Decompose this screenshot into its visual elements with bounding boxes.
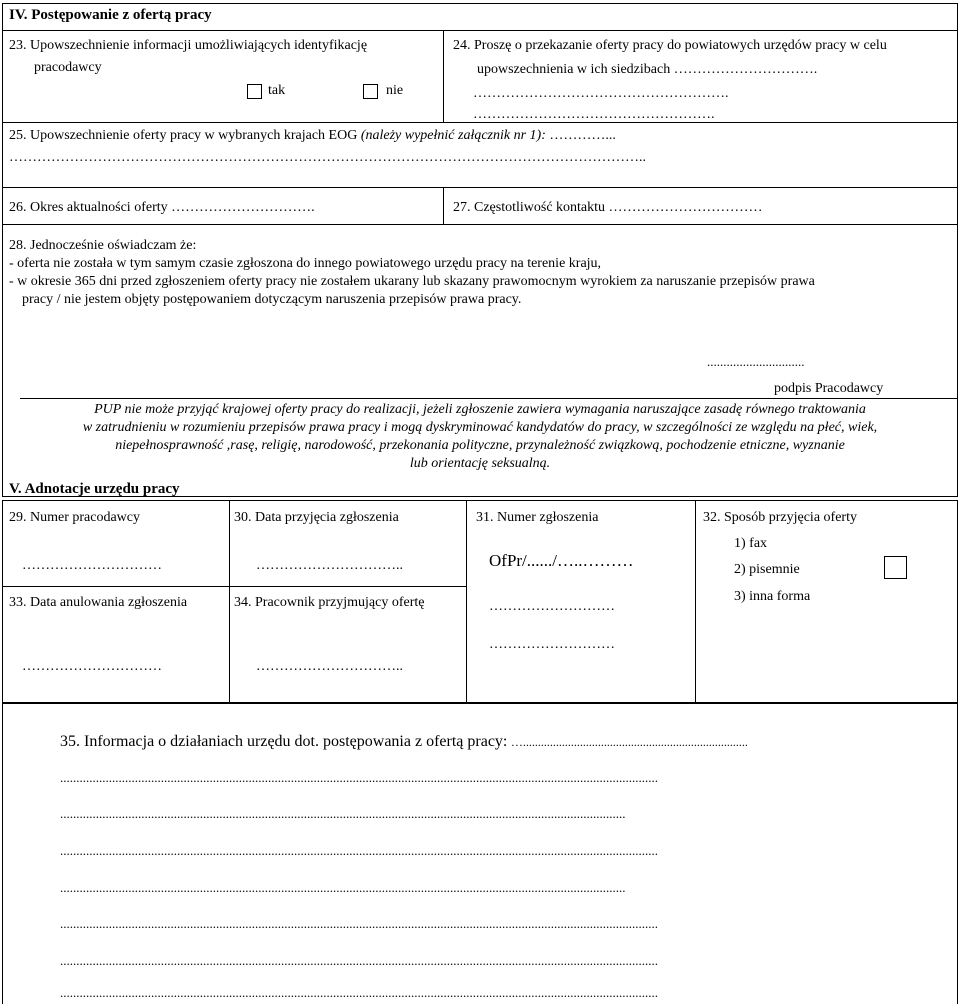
col-divider-3 [695, 500, 696, 703]
field-27-label: 27. Częstotliwość kontaktu [453, 200, 606, 215]
field-27 [453, 200, 763, 216]
field-32-option-fax: 1) fax [734, 536, 768, 551]
section-iv-title: IV. Postępowanie z ofertą pracy [9, 7, 212, 23]
field-25-dots[interactable]: …………... [549, 128, 616, 143]
field-35-line-7[interactable]: ........................................................................................................................................................................................ [60, 985, 658, 1000]
col-divider-23-24 [443, 30, 444, 122]
field-34-label: 34. Pracownik przyjmujący ofertę [234, 595, 425, 610]
field-35-line-1[interactable]: ........................................................................................................................................................................................ [60, 770, 658, 785]
field-35-line-5[interactable]: ........................................................................................................................................................................................ [60, 916, 658, 931]
field-29-dots[interactable]: ………………………… [22, 558, 162, 573]
field-28-heading: 28. Jednocześnie oświadczam że: [9, 238, 197, 253]
field-25-label [9, 128, 616, 144]
field-28-line-1: - oferta nie została w tym samym czasie zgłoszona do innego powiatowego urzędu pracy na terenie kraju, [9, 256, 602, 271]
checkbox-no-label: nie [386, 83, 404, 98]
col-divider-2 [466, 500, 467, 703]
field-35-line-6[interactable]: ........................................................................................................................................................................................ [60, 953, 658, 968]
section-v-title: V. Adnotacje urzędu pracy [9, 481, 180, 497]
field-35-label: 35. Informacja o działaniach urzędu dot. postępowania z ofertą pracy: [60, 733, 508, 750]
field-35-line-2[interactable]: .............................................................................................................................................................................. [60, 806, 626, 821]
signature-dots[interactable]: .............................. [707, 354, 805, 369]
col-divider-26-27 [443, 187, 444, 224]
notice-line-1: PUP nie może przyjąć krajowej oferty pracy do realizacji, jeżeli zgłoszenie zawiera wymagania naruszające zasadę równego traktowania [94, 402, 866, 417]
field-35-line-3[interactable]: ........................................................................................................................................................................................ [60, 843, 658, 858]
field-26-dots[interactable]: …………………………. [171, 200, 315, 215]
field-30-dots[interactable]: ………………………….. [256, 558, 403, 573]
divider-after-27 [2, 224, 958, 225]
signature-underline [20, 398, 958, 399]
field-32-checkbox[interactable] [884, 556, 907, 579]
field-31-ofpr[interactable]: OfPr/....../…..……… [489, 551, 634, 570]
field-31-label: 31. Numer zgłoszenia [476, 510, 599, 525]
field-27-dots[interactable]: …………………………… [608, 200, 763, 215]
divider-after-25 [2, 187, 958, 188]
header-divider [2, 30, 958, 31]
notice-line-3: niepełnosprawność ,rasę, religię, narodowość, przekonania polityczne, przynależność związkową, pochodzenie etniczne, wyznanie [115, 438, 845, 453]
field-24-dots-2[interactable]: ……………………………………………. [473, 107, 715, 122]
field-31-dots-2[interactable]: ……………………… [489, 637, 615, 652]
field-32-option-other: 3) inna forma [734, 589, 811, 604]
field-24-dots-1[interactable]: ………………………………………………. [473, 86, 729, 101]
field-25-hint: (należy wypełnić załącznik nr 1): [360, 128, 546, 143]
field-23-label-2: pracodawcy [34, 60, 102, 75]
field-35 [60, 733, 748, 751]
field-24-label-2: upowszechnienia w ich siedzibach …………………………. [477, 62, 818, 77]
notice-line-2: w zatrudnieniu w rozumieniu przepisów prawa pracy i mogą dyskryminować kandydatów do pracy, w szczególności ze względu na płeć, wiek, [82, 420, 878, 435]
checkbox-yes-label: tak [268, 83, 286, 98]
field-33-label: 33. Data anulowania zgłoszenia [9, 595, 188, 610]
checkbox-yes[interactable] [247, 84, 262, 99]
field-25-dots-line[interactable]: ……………………………………………………………………………………………………………………….. [9, 150, 646, 165]
field-26 [9, 200, 315, 216]
field-30-label: 30. Data przyjęcia zgłoszenia [234, 510, 399, 525]
checkbox-no[interactable] [363, 84, 378, 99]
row-divider-left [2, 586, 467, 587]
field-28-line-3: pracy / nie jestem objęty postępowaniem dotyczącym naruszenia przepisów prawa pracy. [22, 292, 522, 307]
divider-after-24 [2, 122, 958, 123]
field-23-label: 23. Upowszechnienie informacji umożliwiających identyfikację [9, 38, 368, 53]
signature-label: podpis Pracodawcy [774, 381, 884, 396]
field-32-label: 32. Sposób przyjęcia oferty [703, 510, 857, 525]
field-26-label: 26. Okres aktualności oferty [9, 200, 168, 215]
field-32-option-written: 2) pisemnie [734, 562, 800, 577]
field-24-label: 24. Proszę o przekazanie oferty pracy do powiatowych urzędów pracy w celu [453, 38, 887, 53]
field-31-dots-1[interactable]: ……………………… [489, 599, 615, 614]
field-35-dots-first[interactable]: …........................................................................... [510, 735, 748, 749]
field-29-label: 29. Numer pracodawcy [9, 510, 141, 525]
field-33-dots[interactable]: ………………………… [22, 659, 162, 674]
notice-line-4: lub orientację seksualną. [409, 456, 551, 471]
field-35-line-4[interactable]: .............................................................................................................................................................................. [60, 880, 626, 895]
col-divider-1 [229, 500, 230, 703]
field-28-line-2: - w okresie 365 dni przed zgłoszeniem oferty pracy nie zostałem ukarany lub skazany prawomocnym wyrokiem za naruszanie przepisów prawa [9, 274, 815, 289]
field-34-dots[interactable]: ………………………….. [256, 659, 403, 674]
field-25-text: 25. Upowszechnienie oferty pracy w wybranych krajach EOG [9, 128, 358, 143]
